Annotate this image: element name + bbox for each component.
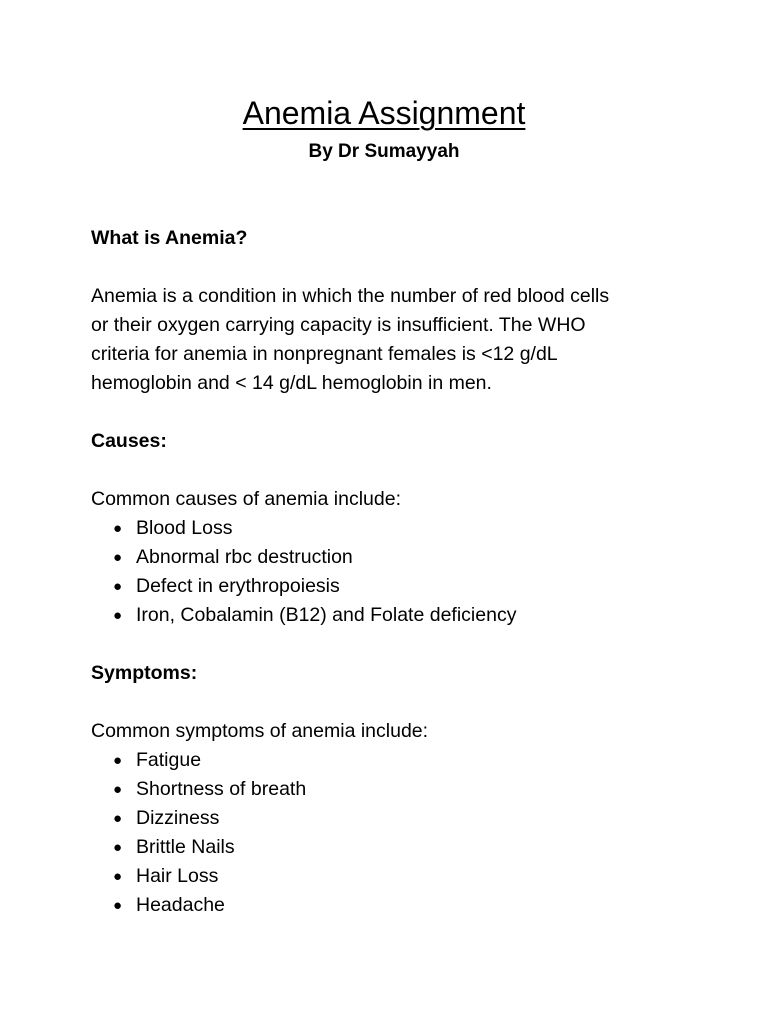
bullet-icon: ● [113, 752, 123, 769]
bullet-icon: ● [113, 607, 123, 624]
list-item [91, 514, 681, 543]
bullet-icon: ● [113, 520, 123, 537]
list-item [91, 746, 681, 775]
bullet-icon: ● [113, 897, 123, 914]
section-heading-symptoms: Symptoms: [91, 662, 198, 684]
list-item [91, 862, 681, 891]
list-item-text: Blood Loss [136, 517, 233, 539]
list-item-text: Headache [136, 894, 225, 916]
section-heading-definition: What is Anemia? [91, 227, 248, 249]
bullet-icon: ● [113, 578, 123, 595]
spacer [91, 630, 681, 659]
list-item-text: Dizziness [136, 807, 220, 829]
definition-line: criteria for anemia in nonpregnant females is <12 g/dL [91, 343, 558, 365]
bullet-icon: ● [113, 549, 123, 566]
definition-line: or their oxygen carrying capacity is insufficient. The WHO [91, 314, 586, 336]
symptoms-list [91, 746, 681, 920]
bullet-icon: ● [113, 810, 123, 827]
list-item-text: Abnormal rbc destruction [136, 546, 353, 568]
list-item [91, 543, 681, 572]
causes-intro: Common causes of anemia include: [91, 488, 401, 510]
author-line: By Dr Sumayyah [308, 141, 460, 162]
list-item-text: Iron, Cobalamin (B12) and Folate deficiency [136, 604, 517, 626]
spacer [91, 253, 681, 282]
list-item [91, 572, 681, 601]
definition-line: Anemia is a condition in which the number of red blood cells [91, 285, 610, 307]
spacer [91, 456, 681, 485]
list-item [91, 775, 681, 804]
spacer [91, 398, 681, 427]
bullet-icon: ● [113, 868, 123, 885]
list-item-text: Shortness of breath [136, 778, 307, 800]
list-item [91, 891, 681, 920]
list-item-text: Hair Loss [136, 865, 219, 887]
list-item-text: Defect in erythropoiesis [136, 575, 340, 597]
list-item-text: Brittle Nails [136, 836, 235, 858]
page-title: Anemia Assignment [242, 95, 526, 131]
list-item-text: Fatigue [136, 749, 202, 771]
definition-line: hemoglobin and < 14 g/dL hemoglobin in men. [91, 372, 492, 394]
list-item [91, 833, 681, 862]
list-item [91, 804, 681, 833]
causes-list [91, 514, 681, 630]
list-item [91, 601, 681, 630]
symptoms-intro: Common symptoms of anemia include: [91, 720, 429, 742]
bullet-icon: ● [113, 839, 123, 856]
bullet-icon: ● [113, 781, 123, 798]
document-body [91, 224, 681, 920]
section-heading-causes: Causes: [91, 430, 167, 452]
spacer [91, 688, 681, 717]
